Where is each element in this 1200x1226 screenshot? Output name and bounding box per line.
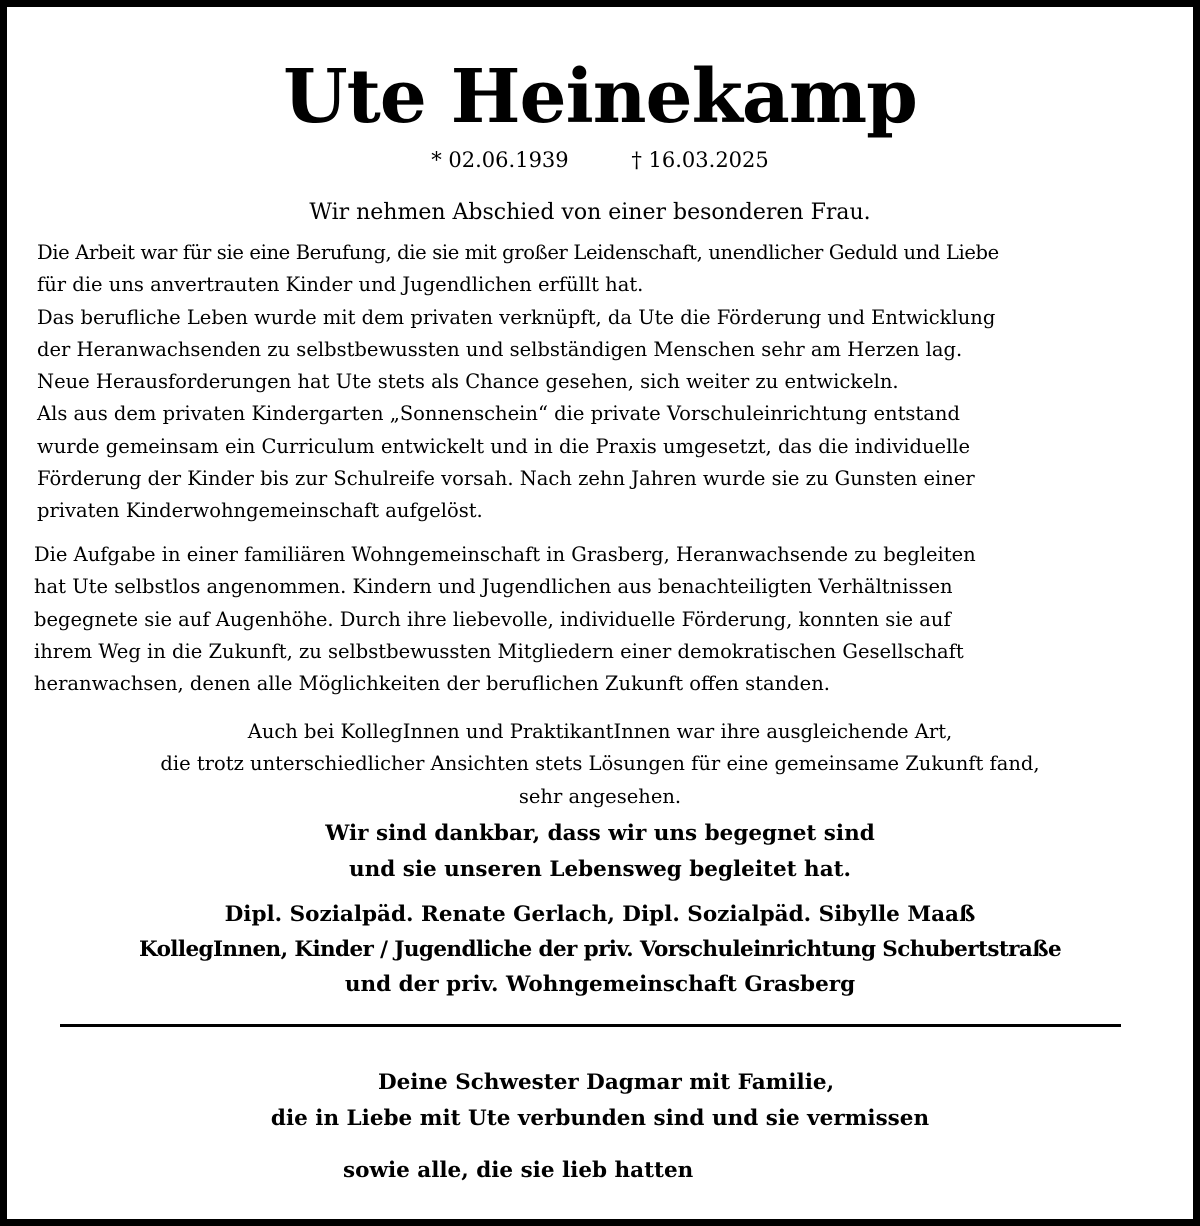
text-line: und sie unseren Lebensweg begleitet hat. <box>348 857 852 882</box>
text-line: für die uns anvertrauten Kinder und Jugendlichen erfüllt hat. <box>37 273 644 297</box>
closing-line: sowie alle, die sie lieb hatten <box>343 1158 694 1183</box>
text-line: und der priv. Wohngemeinschaft Grasberg <box>344 972 856 997</box>
life-dates <box>7 143 1193 177</box>
text-line: die in Liebe mit Ute verbunden sind und sie vermissen <box>270 1106 930 1131</box>
text-line: begegnete sie auf Augenhöhe. Durch ihre liebevolle, individuelle Förderung, konnten sie auf <box>34 607 951 631</box>
paragraph-colleagues <box>7 716 1193 813</box>
divider-line <box>60 1024 1121 1027</box>
text-line: der Heranwachsenden zu selbstbewussten und selbständigen Menschen sehr am Herzen lag. <box>37 337 963 361</box>
text-line: Als aus dem privaten Kindergarten „Sonnenschein“ die private Vorschuleinrichtung entstand <box>37 402 960 426</box>
paragraph-career <box>37 237 999 528</box>
gratitude-statement <box>7 816 1193 888</box>
deceased-name: Ute Heinekamp <box>283 54 917 140</box>
family-block <box>7 1065 1193 1137</box>
text-line: Dipl. Sozialpäd. Renate Gerlach, Dipl. Sozialpäd. Sibylle Maaß <box>224 902 976 927</box>
death-date: † 16.03.2025 <box>631 148 769 172</box>
text-line: ihrem Weg in die Zukunft, zu selbstbewussten Mitgliedern einer demokratischen Gesellschaft <box>34 639 964 663</box>
text-line: Förderung der Kinder bis zur Schulreife vorsah. Nach zehn Jahren wurde sie zu Gunsten einer <box>37 467 975 491</box>
text-line: Wir sind dankbar, dass wir uns begegnet sind <box>325 821 875 846</box>
farewell-subtitle: Wir nehmen Abschied von einer besonderen Frau. <box>309 200 871 225</box>
text-line: Das berufliche Leben wurde mit dem privaten verknüpft, da Ute die Förderung und Entwicklung <box>37 305 996 329</box>
birth-date: * 02.06.1939 <box>431 148 569 172</box>
text-line: Auch bei KollegInnen und PraktikantInnen war ihre ausgleichende Art, <box>247 720 953 743</box>
text-line: Neue Herausforderungen hat Ute stets als Chance gesehen, sich weiter zu entwickeln. <box>37 370 899 394</box>
paragraph-community <box>34 539 976 700</box>
text-line: heranwachsen, denen alle Möglichkeiten der beruflichen Zukunft offen standen. <box>34 672 830 696</box>
text-line: wurde gemeinsam ein Curriculum entwickelt und in die Praxis umgesetzt, das die individuelle <box>37 434 971 458</box>
text-line: KollegInnen, Kinder / Jugendliche der priv. Vorschuleinrichtung Schubertstraße <box>138 937 1062 962</box>
text-line: die trotz unterschiedlicher Ansichten stets Lösungen für eine gemeinsame Zukunft fand, <box>160 752 1040 776</box>
text-line: Die Arbeit war für sie eine Berufung, die sie mit großer Leidenschaft, unendlicher Geduld und Liebe <box>37 241 999 264</box>
text-line: hat Ute selbstlos angenommen. Kindern und Jugendlichen aus benachteiligten Verhältnissen <box>34 575 953 599</box>
text-line: Deine Schwester Dagmar mit Familie, <box>377 1070 835 1095</box>
text-line: sehr angesehen. <box>518 784 682 808</box>
text-line: privaten Kinderwohngemeinschaft aufgelöst. <box>37 499 483 523</box>
text-line: Die Aufgabe in einer familiären Wohngemeinschaft in Grasberg, Heranwachsende zu begleiten <box>34 543 976 566</box>
signers-block <box>7 897 1193 1002</box>
